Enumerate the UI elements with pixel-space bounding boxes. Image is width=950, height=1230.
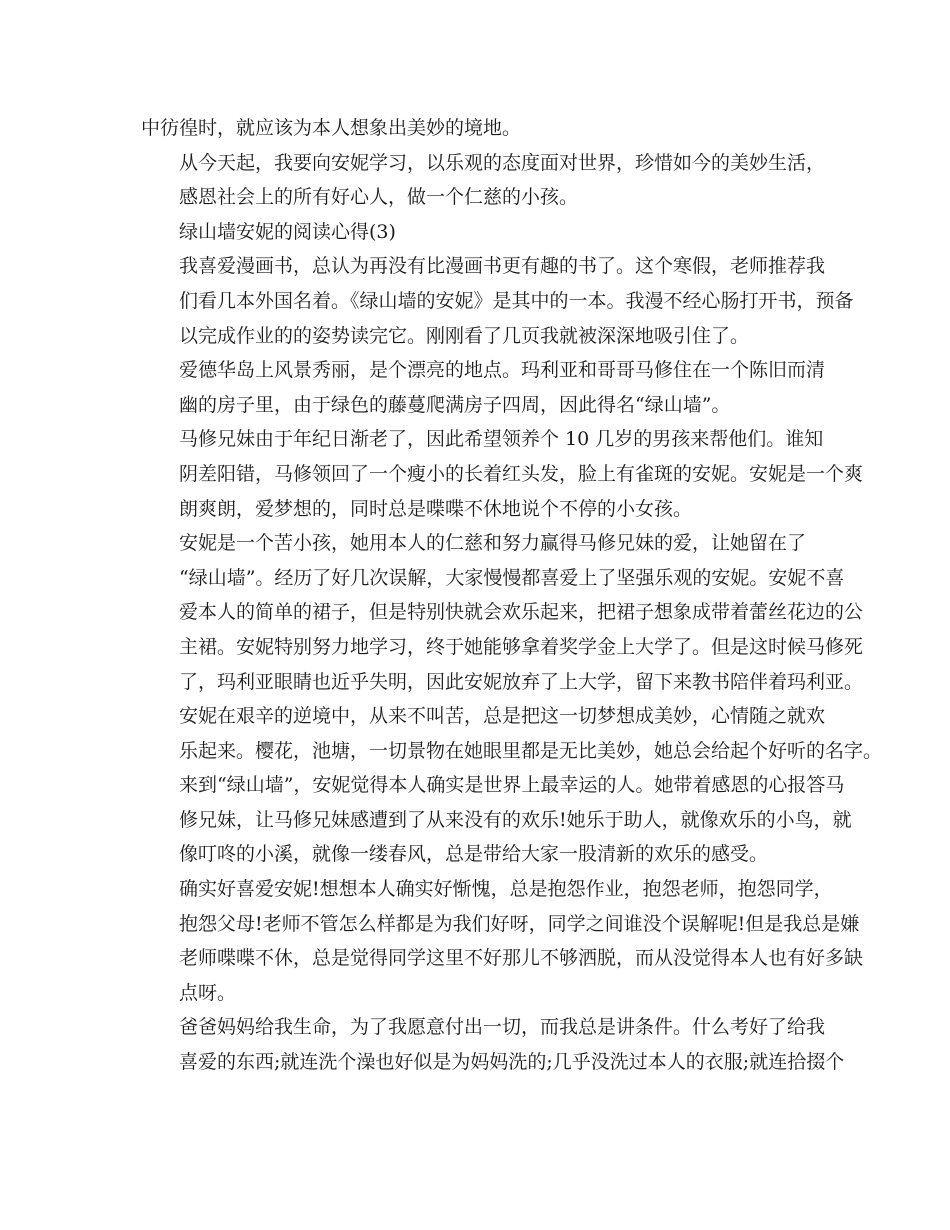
paragraph — [141, 249, 854, 353]
text-line: 中彷徨时，就应该为本人想象出美妙的境地。 — [141, 117, 522, 139]
text-line: 了，玛利亚眼睛也近乎失明，因此安妮放弃了上大学，留下来教书陪伴着玛利亚。 — [179, 670, 864, 693]
paragraph — [141, 146, 826, 215]
text-line: “绿山墙”。经历了好几次误解，大家慢慢都喜爱上了坚强乐观的安妮。安妮不喜 — [179, 566, 845, 589]
paragraph — [141, 526, 864, 699]
text-line: 喜爱的东西;就连洗个澡也好似是为妈妈洗的;几乎没洗过本人的衣服;就连拾掇个 — [179, 1051, 845, 1074]
text-line: 幽的房子里，由于绿色的藤蔓爬满房子四周，因此得名“绿山墙”。 — [179, 393, 731, 416]
text-line: 以完成作业的的姿势读完它。刚刚看了几页我就被深深地吸引住了。 — [179, 324, 750, 347]
text-line: 们看几本外国名着。《绿山墙的安妮》是其中的一本。我漫不经心肠打开书，预备 — [179, 289, 854, 312]
text-line: 安妮是一个苦小孩，她用本人的仁慈和努力赢得马修兄妹的爱，让她留在了 — [179, 532, 807, 555]
text-line: 阴差阳错，马修领回了一个瘦小的长着红头发，脸上有雀斑的安妮。安妮是一个爽 — [179, 462, 864, 485]
text-line: 抱怨父母!老师不管怎么样都是为我们好呀，同学之间谁没个误解呢!但是我总是嫌 — [179, 912, 860, 935]
paragraph — [141, 872, 864, 1010]
paragraph — [141, 111, 821, 146]
text-line: 感恩社会上的所有好心人，做一个仁慈的小孩。 — [179, 186, 579, 209]
text-line: 爱本人的简单的裙子，但是特别快就会欢乐起来，把裙子想象成带着蕾丝花边的公 — [179, 601, 864, 624]
text-line: 点呀。 — [179, 981, 237, 1004]
paragraph — [141, 353, 826, 422]
text-line: 爱德华岛上风景秀丽，是个漂亮的地点。玛利亚和哥哥马修住在一个陈旧而清 — [179, 359, 826, 382]
text-line: 来到“绿山墙”，安妮觉得本人确实是世界上最幸运的人。她带着感恩的心报答马 — [179, 774, 845, 797]
paragraph — [141, 215, 821, 250]
text-line: 从今天起，我要向安妮学习，以乐观的态度面对世界，珍惜如今的美妙生活， — [179, 151, 826, 174]
text-line: 老师喋喋不休，总是觉得同学这里不好那儿不够洒脱，而从没觉得本人也有好多缺 — [179, 947, 864, 970]
text-line: 确实好喜爱安妮!想想本人确实好惭愧，总是抱怨作业，抱怨老师，抱怨同学， — [179, 878, 833, 901]
text-line: 马修兄妹由于年纪日渐老了，因此希望领养个 10 几岁的男孩来帮他们。谁知 — [179, 428, 824, 451]
text-line: 像叮咚的小溪，就像一缕春风，总是带给大家一股清新的欢乐的感受。 — [179, 843, 769, 866]
text-line: 爸爸妈妈给我生命，为了我愿意付出一切，而我总是讲条件。什么考好了给我 — [179, 1016, 826, 1039]
paragraph — [141, 1010, 845, 1079]
text-line: 修兄妹，让马修兄妹感遭到了从来没有的欢乐!她乐于助人，就像欢乐的小鸟，就 — [179, 808, 852, 831]
paragraph — [141, 422, 864, 526]
document-body — [141, 111, 883, 1080]
text-line: 乐起来。樱花，池塘，一切景物在她眼里都是无比美妙，她总会给起个好听的名字。 — [179, 739, 883, 762]
text-line: 我喜爱漫画书，总认为再没有比漫画书更有趣的书了。这个寒假，老师推荐我 — [179, 255, 826, 278]
text-line: 朗爽朗，爱梦想的，同时总是喋喋不休地说个不停的小女孩。 — [179, 497, 693, 520]
text-line: 安妮在艰辛的逆境中，从来不叫苦，总是把这一切梦想成美妙，心情随之就欢 — [179, 705, 826, 728]
paragraph — [141, 699, 883, 872]
text-line: 主裙。安妮特别努力地学习，终于她能够拿着奖学金上大学了。但是这时候马修死 — [179, 635, 864, 658]
text-line: 绿山墙安妮的阅读心得(3) — [179, 220, 396, 243]
